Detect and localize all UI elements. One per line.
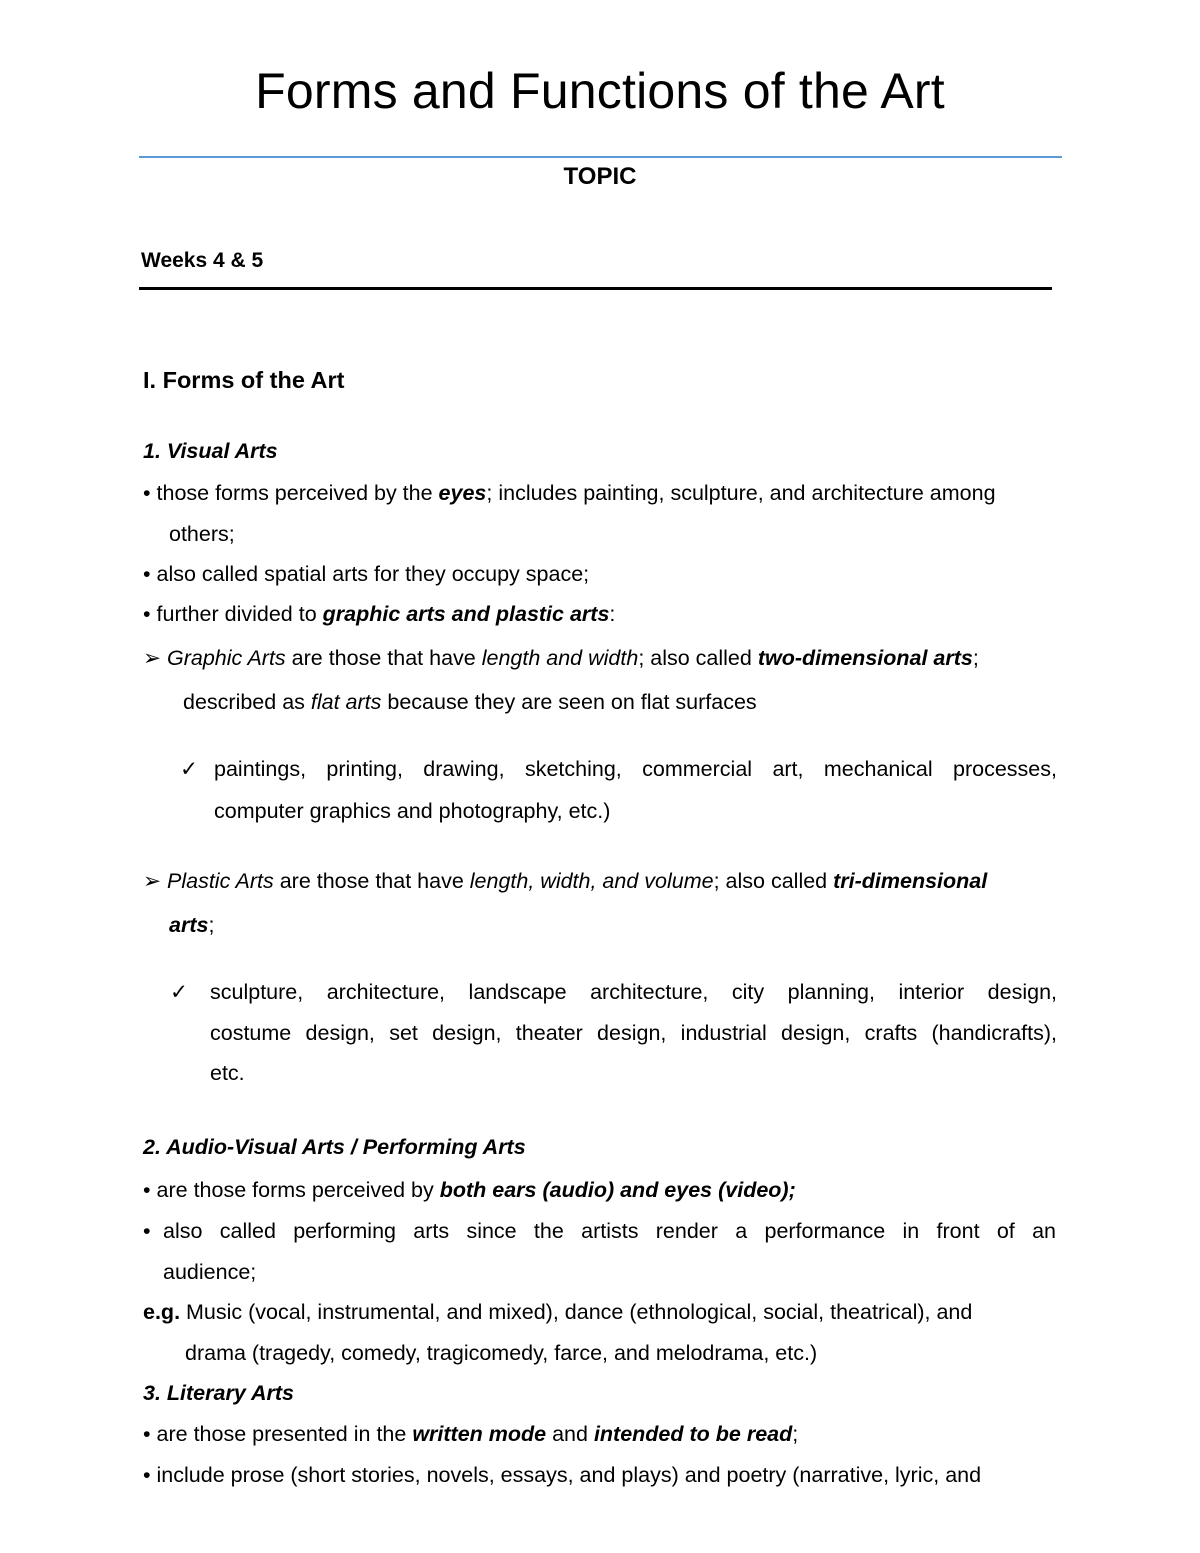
section-heading-forms: I. Forms of the Art [143,367,345,393]
bullet-glyph: • [143,481,151,505]
arrow-bullet-icon: ➢ [143,646,162,670]
weeks-label: Weeks 4 & 5 [141,249,264,272]
arrow-bullet-icon: ➢ [143,869,162,893]
visual-bullet-1-cont: others; [169,522,235,546]
audio-visual-example-cont: drama (tragedy, comedy, tragicomedy, farce, and melodrama, etc.) [185,1341,818,1365]
page-title: Forms and Functions of the Art [255,63,945,119]
audio-visual-bullet-2: also called performing arts since the artists render a performance in front of an [163,1219,1056,1243]
graphic-arts-item-cont: described as flat arts because they are seen on flat surfaces [183,690,757,714]
audio-visual-example: e.g. Music (vocal, instrumental, and mixed), dance (ethnological, social, theatrical), and [143,1300,973,1324]
audio-visual-bullet-1: • are those forms perceived by both ears (audio) and eyes (video); [143,1178,796,1202]
bullet-glyph: • [143,1178,151,1202]
visual-bullet-2: • also called spatial arts for they occupy space; [143,562,590,586]
checkmark-icon: ✓ [180,757,199,781]
checkmark-icon: ✓ [170,980,189,1004]
literary-bullet-1: • are those presented in the written mode and intended to be read; [143,1422,799,1446]
audio-visual-bullet-2-cont: audience; [163,1260,257,1284]
topic-label: TOPIC [563,163,637,190]
literary-arts-heading: 3. Literary Arts [143,1381,294,1405]
visual-bullet-1: • those forms perceived by the eyes; includes painting, sculpture, and architecture among [143,481,996,505]
bullet-glyph: • [143,1219,151,1243]
plastic-examples-2: costume design, set design, theater design, industrial design, crafts (handicrafts), [210,1021,1057,1045]
graphic-examples-1: paintings, printing, drawing, sketching, commercial art, mechanical processes, [214,757,1057,781]
graphic-examples-2: computer graphics and photography, etc.) [214,799,611,823]
plastic-arts-item-cont: arts; [169,913,215,937]
literary-bullet-2: • include prose (short stories, novels, essays, and plays) and poetry (narrative, lyric, and [143,1463,982,1487]
bullet-glyph: • [143,562,151,586]
visual-arts-heading: 1. Visual Arts [143,439,278,463]
bullet-glyph: • [143,1422,151,1446]
plastic-examples-1: sculpture, architecture, landscape architecture, city planning, interior design, [210,980,1057,1004]
graphic-arts-item: ➢ Graphic Arts are those that have length and width; also called two-dimensional arts; [143,646,979,670]
plastic-arts-item: ➢ Plastic Arts are those that have length, width, and volume; also called tri-dimensional [143,869,988,893]
header-divider [139,287,1052,290]
visual-bullet-3: • further divided to graphic arts and plastic arts: [143,602,616,626]
bullet-glyph: • [143,602,151,626]
title-divider [139,156,1062,158]
plastic-examples-3: etc. [210,1061,245,1085]
bullet-glyph: • [143,1463,151,1487]
audio-visual-heading: 2. Audio-Visual Arts / Performing Arts [143,1135,526,1159]
